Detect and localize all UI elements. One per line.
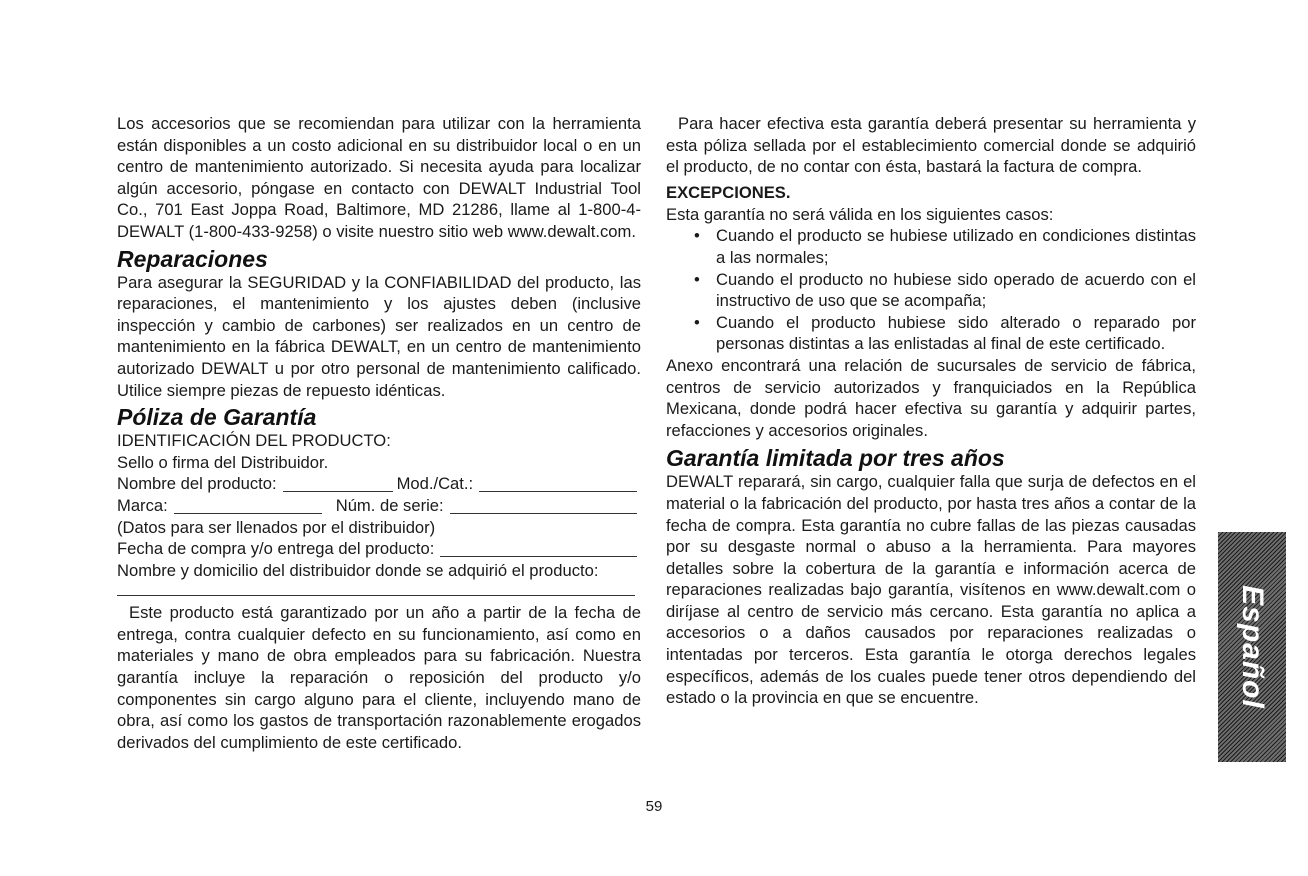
purchase-date-blank [440, 541, 637, 557]
exception-item: • Cuando el producto se hubiese utilizado en condiciones distintas a las normales; [716, 225, 1196, 268]
repairs-paragraph: Para asegurar la SEGURIDAD y la CONFIABILIDAD del producto, las reparaciones, el mantenimiento y los ajustes deben (inclusive inspección y cambio de carbones) ser realizados en un centro de mantenimiento en la fábrica DEWALT, en un centro de mantenimiento autorizado DEWALT u por otro personal de mantenimiento calificado. Utilice siempre piezas de repuesto idénticas. [117, 272, 641, 400]
brand-label: Marca: [117, 495, 168, 515]
signature-line [117, 595, 635, 596]
exceptions-intro: Esta garantía no será válida en los siguientes casos: [666, 204, 1054, 224]
brand-blank [174, 498, 322, 514]
model-blank [479, 476, 637, 492]
exceptions-heading: EXCEPCIONES. [666, 182, 791, 202]
limited-warranty-paragraph: DEWALT reparará, sin cargo, cualquier falla que surja de defectos en el material o la fabricación del producto, por hasta tres años a contar de la fecha de compra. Esta garantía no cubre fallas de las piezas causadas por su desgaste normal o abuso a la herramienta. Para mayores detalles sobre la cobertura de la garantía e información acerca de reparaciones realizadas bajo garantía, visítenos en www.dewalt.com o diríjase al centro de servicio más cercano. Esta garantía no aplica a accesorios o a daños causados por reparaciones realizadas o intentadas por terceros. Esta garantía le otorga derechos legales específicos, además de los cuales puede tener otros dependiendo del estado o la provincia en que se encuentre. [666, 472, 1196, 708]
exception-item: • Cuando el producto hubiese sido alterado o reparado por personas distintas a las enlistadas al final de este certificado. [716, 312, 1196, 355]
language-tab [1218, 532, 1286, 762]
serial-label: Núm. de serie: [335, 495, 444, 515]
warranty-paragraph: Este producto está garantizado por un año a partir de la fecha de entrega, contra cualquier defecto en su funcionamiento, así como en materiales y mano de obra empleados para su fabricación. Nuestra garantía incluye la reparación o reposición del producto y/o componentes sin cargo alguno para el cliente, incluyendo mano de obra, así como los gastos de transportación razonablemente erogados derivados del cumplimiento de este certificado. [117, 603, 641, 752]
stamp-label: Sello o firma del Distribuidor. [117, 452, 329, 472]
serial-blank [450, 498, 637, 514]
right-column [666, 113, 1196, 709]
validity-paragraph: Para hacer efectiva esta garantía deberá presentar su herramienta y esta póliza sellada por el establecimiento comercial donde se adquirió el producto, de no contar con ésta, bastará la factura de compra. [666, 114, 1196, 177]
left-column [117, 113, 641, 753]
annex-paragraph: Anexo encontrará una relación de sucursales de servicio de fábrica, centros de servicio autorizados y franquiciados en la República Mexicana, donde podrá hacer efectiva su garantía y adquirir partes, refacciones y accesorios originales. [666, 355, 1196, 440]
product-name-row [117, 473, 641, 495]
model-label: Mod./Cat.: [396, 474, 474, 494]
distributor-address-label: Nombre y domicilio del distribuidor donde se adquirió el producto: [117, 560, 599, 580]
product-name-label: Nombre del producto: [117, 474, 277, 494]
purchase-date-row [117, 538, 641, 560]
product-id-label: IDENTIFICACIÓN DEL PRODUCTO: [117, 431, 391, 451]
exceptions-list [666, 225, 1196, 355]
repairs-heading: Reparaciones [117, 245, 268, 272]
exception-item: • Cuando el producto no hubiese sido operado de acuerdo con el instructivo de uso que se acompaña; [716, 269, 1196, 312]
distributor-note: (Datos para ser llenados por el distribuidor) [117, 517, 436, 537]
product-name-blank [283, 476, 393, 492]
accessories-paragraph: Los accesorios que se recomiendan para utilizar con la herramienta están disponibles a un costo adicional en su distribuidor local o en un centro de mantenimiento autorizado. Si necesita ayuda para localizar algún accesorio, póngase en contacto con DEWALT Industrial Tool Co., 701 East Joppa Road, Baltimore, MD 21286, llame al 1-800-4-DEWALT (1-800-433-9258) o visite nuestro sitio web www.dewalt.com. [117, 114, 641, 241]
page-number: 59 [645, 798, 663, 815]
brand-row [117, 495, 641, 517]
language-tab-label: Español [1236, 585, 1270, 709]
limited-warranty-heading: Garantía limitada por tres años [666, 445, 1005, 472]
warranty-policy-heading: Póliza de Garantía [117, 404, 317, 431]
purchase-date-label: Fecha de compra y/o entrega del producto: [117, 539, 435, 559]
